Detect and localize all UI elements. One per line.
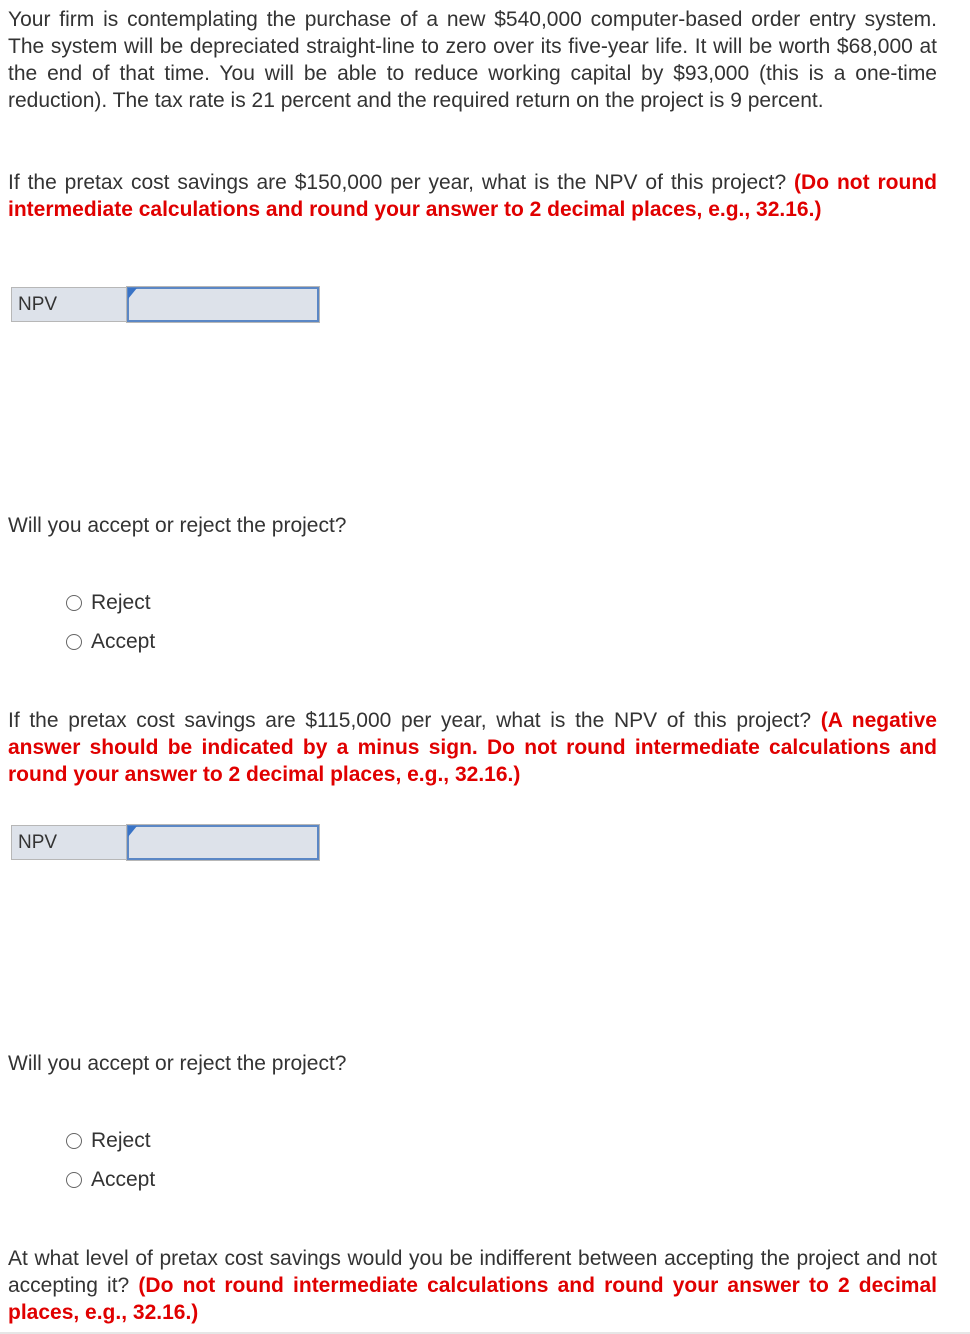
npv-input-1[interactable] [129, 289, 317, 320]
radio-label-reject-1[interactable]: Reject [91, 591, 151, 614]
radio-button-icon[interactable] [66, 1133, 82, 1149]
accept-reject-prompt-1: Will you accept or reject the project? [8, 514, 347, 537]
npv-row-1 [11, 287, 319, 322]
npv-label-2: NPV [11, 825, 127, 860]
radio-label-reject-2[interactable]: Reject [91, 1129, 151, 1152]
question-2-text: If the pretax cost savings are $115,000 per year, what is the NPV of this project? [8, 709, 812, 732]
radio-button-icon[interactable] [66, 1172, 82, 1188]
radio-label-accept-2[interactable]: Accept [91, 1168, 156, 1191]
problem-intro: Your firm is contemplating the purchase of a new $540,000 computer-based order entry system. The system will be depreciated straight-line to zero over its five-year life. It will be worth $68,000 at the end of that time. You will be able to reduce working capital by $93,000 (this is a one-time reduction). The tax rate is 21 percent and the required return on the project is 9 percent. [8, 8, 937, 112]
question-3-text: At what level of pretax cost savings would you be indifferent between accepting the project and not accepting it? [8, 1247, 937, 1297]
npv-label-1: NPV [11, 287, 127, 322]
question-1-text: If the pretax cost savings are $150,000 per year, what is the NPV of this project? [8, 171, 787, 194]
question-3 [8, 1245, 937, 1326]
field-marker-icon [128, 288, 137, 299]
radio-button-icon[interactable] [66, 595, 82, 611]
field-marker-icon [128, 826, 137, 837]
radio-option-accept-1[interactable] [66, 622, 155, 661]
accept-reject-radio-group-2 [66, 1121, 155, 1199]
radio-option-reject-2[interactable] [66, 1121, 155, 1160]
npv-field-2[interactable] [127, 825, 319, 860]
question-2 [8, 707, 937, 788]
radio-option-accept-2[interactable] [66, 1160, 155, 1199]
question-3-instruction: (Do not round intermediate calculations and round your answer to 2 decimal places, e.g., 32.16.) [8, 1274, 937, 1324]
npv-field-1[interactable] [127, 287, 319, 322]
npv-input-2[interactable] [129, 827, 317, 858]
question-1-instruction: (Do not round intermediate calculations and round your answer to 2 decimal places, e.g., 32.16.) [8, 171, 937, 221]
accept-reject-radio-group-1 [66, 583, 155, 661]
radio-option-reject-1[interactable] [66, 583, 155, 622]
npv-row-2 [11, 825, 319, 860]
radio-button-icon[interactable] [66, 634, 82, 650]
question-1 [8, 169, 937, 223]
question-2-instruction: (A negative answer should be indicated by a minus sign. Do not round intermediate calculations and round your answer to 2 decimal places, e.g., 32.16.) [8, 709, 937, 786]
radio-label-accept-1[interactable]: Accept [91, 630, 156, 653]
accept-reject-prompt-2: Will you accept or reject the project? [8, 1052, 347, 1075]
